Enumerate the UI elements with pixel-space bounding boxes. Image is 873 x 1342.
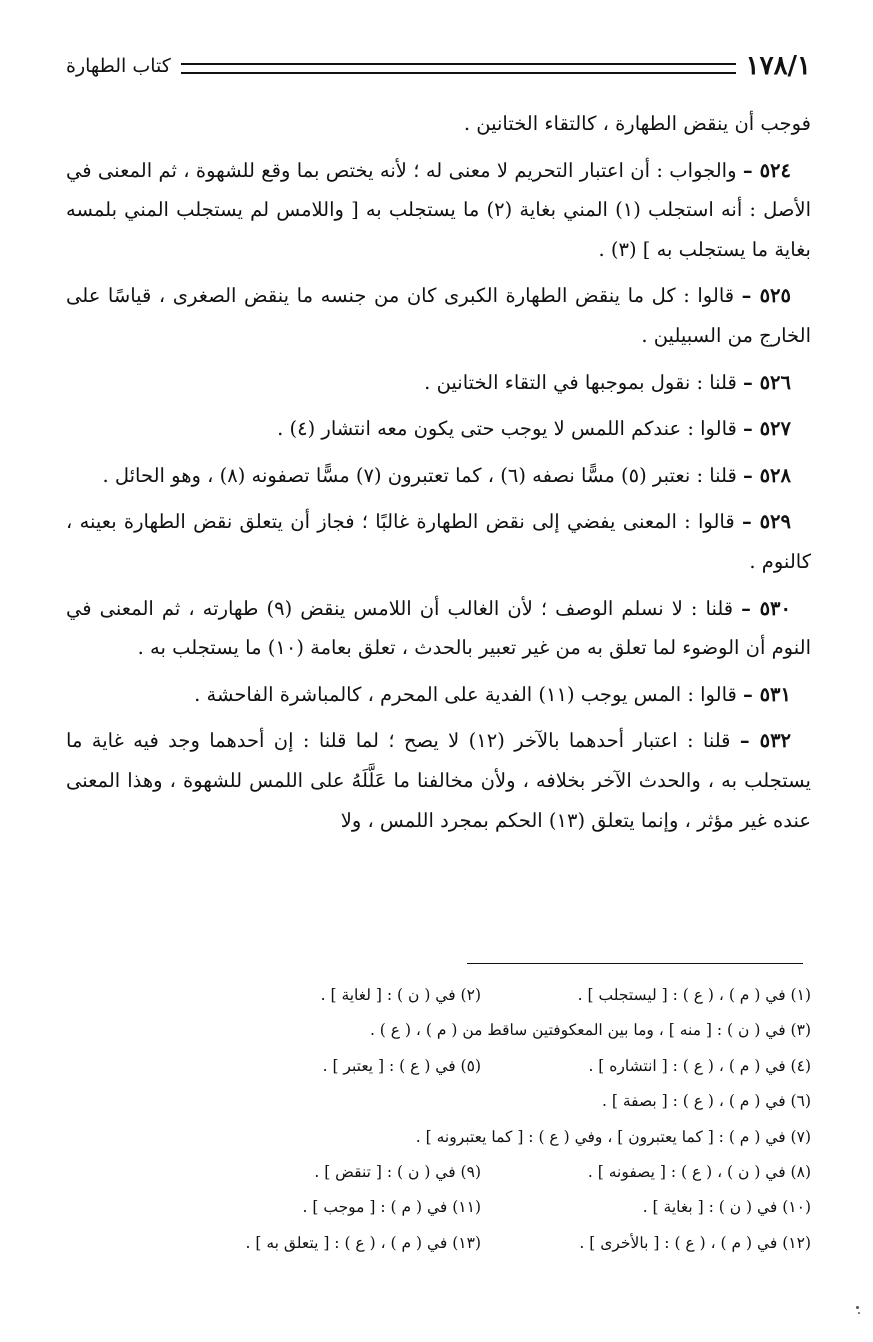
footnote: (١١) في ( م ) : [ موجب ] . [302, 1198, 481, 1217]
main-text [66, 104, 811, 847]
footnote: (١) في ( م ) ، ( ع ) : [ ليستجلب ] . [577, 986, 811, 1004]
paragraph-number: ٥٢٥ – [741, 284, 791, 308]
footnote: (١٠) في ( ن ) : [ بغاية ] . [642, 1198, 811, 1217]
footnote-row [71, 978, 811, 1013]
footnote-row [71, 1120, 811, 1155]
footnote: (٦) في ( م ) ، ( ع ) : [ بصفة ] . [601, 1092, 811, 1111]
paragraph-number: ٥٢٧ – [743, 417, 791, 441]
footnote: (٧) في ( م ) : [ كما يعتبرون ] ، وفي ( ع ) : [ كما يعتبرونه ] . [415, 1127, 811, 1146]
paragraph-number: ٥٣٠ – [741, 596, 791, 620]
footnote-row [71, 1084, 811, 1119]
footnote-row [71, 1049, 811, 1084]
footnote-row [71, 1190, 811, 1225]
footnote: (٤) في ( م ) ، ( ع ) : [ انتشاره ] . [588, 1056, 811, 1075]
footnote-separator [467, 963, 803, 964]
scan-speck [858, 1312, 860, 1314]
footnote: (٥) في ( ع ) : [ يعتبر ] . [322, 1056, 481, 1075]
footnotes [71, 978, 811, 1261]
footnote: (٣) في ( ن ) : [ منه ] ، وما بين المعكوفتين ساقط من ( م ) ، ( ع ) . [369, 1021, 811, 1040]
paragraph: ٥٣١ – قالوا : المس يوجب (١١) الفدية على المحرم ، كالمباشرة الفاحشة . [194, 682, 791, 706]
footnote: (٢) في ( ن ) : [ لغاية ] . [320, 986, 481, 1004]
scan-speck [856, 1306, 859, 1309]
footnote-row [71, 1155, 811, 1190]
paragraph: ٥٢٧ – قالوا : عندكم اللمس لا يوجب حتى يكون معه انتشار (٤) . [277, 417, 791, 441]
paragraph: فوجب أن ينقض الطهارة ، كالتقاء الختانين . [463, 112, 811, 135]
book-title: كتاب الطهارة [66, 55, 171, 77]
paragraph: ٥٣٢ – قلنا : اعتبار أحدهما بالآخر (١٢) لا يصح ؛ لما قلنا : إن أحدهما وجد فيه غاية ما يستجلب به ، والحدث الآخر بخلافه ، ولأن مخالفنا ما عَلَّلَهُ على اللمس للشهوة ، وهذا المعنى عنده غير مؤثر ، وإنما يتعلق (١٣) الحكم بمجرد اللمس ، ولا [66, 729, 811, 832]
running-header [66, 46, 811, 86]
header-rule [181, 63, 736, 74]
footnote-row [71, 1013, 811, 1048]
footnote: (١٢) في ( م ) ، ( ع ) : [ بالأخرى ] . [579, 1233, 811, 1252]
footnote: (١٣) في ( م ) ، ( ع ) : [ يتعلق به ] . [245, 1233, 481, 1252]
paragraph: ٥٢٨ – قلنا : نعتبر (٥) مسًّا نصفه (٦) ، كما تعتبرون (٧) مسًّا تصفونه (٨) ، وهو الحائل . [102, 463, 791, 487]
paragraph: ٥٣٠ – قلنا : لا نسلم الوصف ؛ لأن الغالب أن اللامس ينقض (٩) طهارته ، ثم المعنى في النوم أن الوضوء لما تعلق به من غير تعبير بالحدث ، تعلق بعامة (١٠) ما يستجلب به . [66, 596, 811, 660]
paragraph: ٥٢٩ – قالوا : المعنى يفضي إلى نقض الطهارة غالبًا ؛ فجاز أن يتعلق نقض الطهارة بعينه ، كالنوم . [66, 510, 811, 573]
paragraph-number: ٥٣٢ – [739, 729, 792, 753]
paragraph: ٥٢٥ – قالوا : كل ما ينقض الطهارة الكبرى كان من جنسه ما ينقض الصغرى ، قياسًا على الخارج من السبيلين . [66, 284, 811, 347]
paragraph-number: ٥٢٨ – [743, 463, 791, 487]
paragraph: ٥٢٤ – والجواب : أن اعتبار التحريم لا معنى له ؛ لأنه يختص بما وقع للشهوة ، ثم المعنى في الأصل : أنه استجلب (١) المني بغاية (٢) ما يستجلب به [ واللامس لم يستجلب المني بلمسه بغاية ما يستجلب به ] (٣) . [66, 158, 812, 261]
footnote: (٩) في ( ن ) : [ تنقض ] . [314, 1162, 481, 1181]
page-number: ١٧٨/١ [745, 51, 811, 81]
paragraph-number: ٥٢٩ – [741, 510, 791, 534]
paragraph-number: ٥٢٤ – [742, 158, 791, 182]
footnote: (٨) في ( ن ) ، ( ع ) : [ يصفونه ] . [587, 1162, 811, 1181]
footnote-row [71, 1226, 811, 1261]
paragraph-number: ٥٢٦ – [743, 370, 791, 394]
paragraph: ٥٢٦ – قلنا : نقول بموجبها في التقاء الختانين . [424, 370, 791, 394]
paragraph-number: ٥٣١ – [743, 682, 791, 706]
